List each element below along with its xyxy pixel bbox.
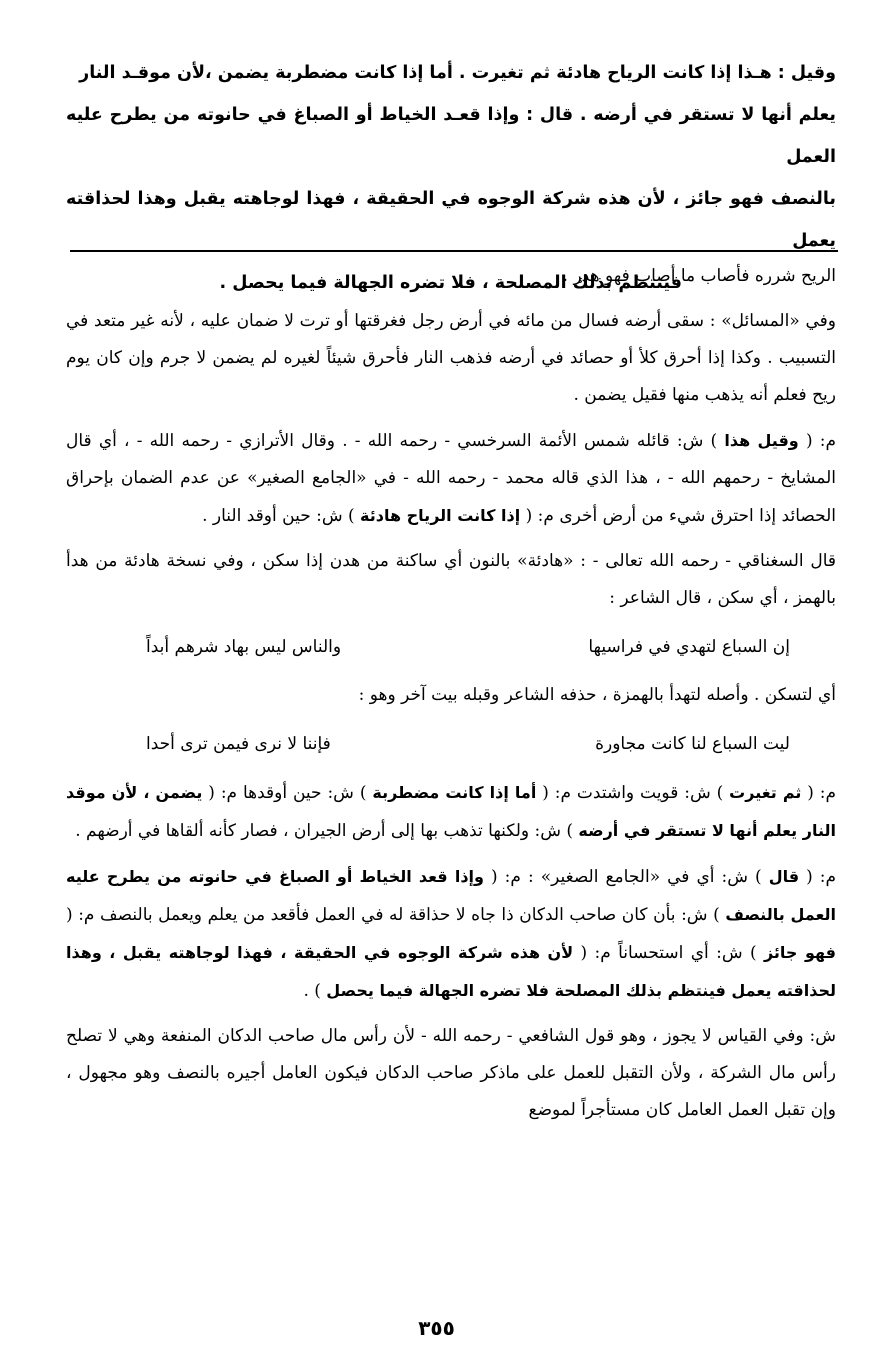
separator-rule (70, 250, 838, 252)
verse-hemistich-second: فإننا لا نرى فيمن ترى أحدا (146, 734, 331, 754)
quoted-matn: أما إذا كانت مضطربة (372, 783, 537, 802)
verse-hemistich-first: إن السباع لتهدي في فراسيها (588, 637, 790, 657)
marker: م: ( (806, 867, 837, 887)
commentary-text: ) ش: قويت واشتدت م: ( (542, 783, 724, 803)
commentary-text: ) . (303, 981, 321, 1001)
commentary-text: ) ش: بأن كان صاحب الدكان ذا جاه لا حذاقة له في العمل فأقعد من يعلم ويعمل بالنصف م: ( (66, 905, 720, 925)
poetry-verse (66, 724, 836, 764)
main-text-line: وقيل : هـذا إذا كانت الرياح هادئة ثم تغيرت . أما إذا كانت مضطربة يضمن ،لأن موقـد النار (79, 63, 836, 83)
poetry-verse (66, 627, 836, 667)
commentary-text: ) ش: أي في «الجامع الصغير» : م: ( (491, 867, 762, 887)
quoted-matn: قال (768, 867, 800, 886)
commentary-block (66, 258, 836, 1129)
commentary-paragraph: قال السغناقي - رحمه الله تعالى - : «هادئة» بالنون أي ساكنة من هدن إذا سكن ، وفي نسخة هادئة من هدأ بالهمز ، أي سكن ، قال الشاعر : (66, 551, 836, 608)
commentary-paragraph (66, 774, 836, 850)
marker: م: ( (807, 783, 837, 803)
commentary-paragraph: الريح شرره فأصاب ما أصاب فهو هدر . (562, 266, 836, 286)
marker: م: ( (805, 431, 837, 451)
commentary-text: ) ش: ولكنها تذهب بها إلى أرض الجيران ، فصار كأنه ألقاها في أرضهم . (75, 821, 574, 841)
quoted-matn: إذا كانت الرياح هادئة (360, 506, 521, 525)
quoted-matn: فهو جائز (763, 943, 837, 962)
commentary-paragraph: ش: وفي القياس لا يجوز ، وهو قول الشافعي - رحمه الله - لأن رأس مال صاحب الدكان المنفعة وهي لا تصلح رأس مال الشركة ، ولأن التقبل للعمل على ماذكر صاحب الدكان فيكون العامل أجيره بالنصف وهو مجهول ، وإن تقبل العمل العامل كان مستأجراً لموضع (66, 1026, 836, 1120)
commentary-text: ) ش: قائله شمس الأئمة السرخسي - رحمه الله - . وقال الأترازي - رحمه الله - ، أي قال المشايخ - رحمهم الله - ، هذا الذي قاله محمد - رحمه الله - في «الجامع الصغير» عن عدم الضمان بإحراق الحصائد إذا احترق شيء من أرض أخرى م: ( (66, 431, 836, 526)
verse-hemistich-first: ليت السباع لنا كانت مجاورة (595, 734, 790, 754)
quoted-matn: ثم تغيرت (729, 783, 802, 802)
quoted-matn: وإذا قعد الخياط أو الصباغ في حانوته من يطرح عليه العمل بالنصف (66, 867, 836, 924)
main-text-line: يعلم أنها لا تستقر في أرضه . قال : وإذا قعـد الخياط أو الصباغ في حانوته من يطرح عليه العمل (66, 105, 836, 167)
commentary-paragraph (66, 858, 836, 1010)
quoted-matn: لأن هذه شركة الوجوه في الحقيقة ، فهذا لوجاهته يقبل ، وهذا لحذاقته يعمل فينتظم بذلك المصلحة فلا تضره الجهالة فيما يحصل (66, 943, 836, 1000)
commentary-paragraph: وفي «المسائل» : سقى أرضه فسال من مائه في أرض رجل فغرقتها أو ترت لا ضمان عليه ، لأنه غير متعد في التسبيب . وكذا إذا أحرق كلأ أو حصائد في أرضه فذهب النار فأحرق شيئاً لغيره لم يضمن لا جرم وإن كان يوم ريح فعلم أنه يذهب منها فقيل يضمن . (66, 311, 836, 405)
commentary-paragraph: أي لتسكن . وأصله لتهدأ بالهمزة ، حذفه الشاعر وقبله بيت آخر وهو : (358, 685, 836, 705)
quoted-matn: وقيل هذا (724, 431, 799, 450)
commentary-text: ) ش: أي استحساناً م: ( (580, 943, 757, 963)
verse-hemistich-second: والناس ليس بهاد شرهم أبداً (146, 637, 342, 657)
commentary-text: ) ش: حين أوقد النار . (202, 506, 355, 526)
main-text-line: فينتظم بذلك المصلحة ، فلا تضره الجهالة فيما يحصل . (219, 273, 682, 293)
main-text-line: بالنصف فهو جائز ، لأن هذه شركة الوجوه في الحقيقة ، فهذا لوجاهته يقبل وهذا لحذاقته يعمل (66, 189, 836, 251)
page-number: ٣٥٥ (418, 1316, 455, 1340)
quoted-matn: يضمن ، لأن موقد النار يعلم أنها لا تستقر في أرضه (66, 783, 836, 840)
commentary-paragraph (66, 422, 836, 535)
commentary-text: ) ش: حين أوقدها م: ( (208, 783, 367, 803)
